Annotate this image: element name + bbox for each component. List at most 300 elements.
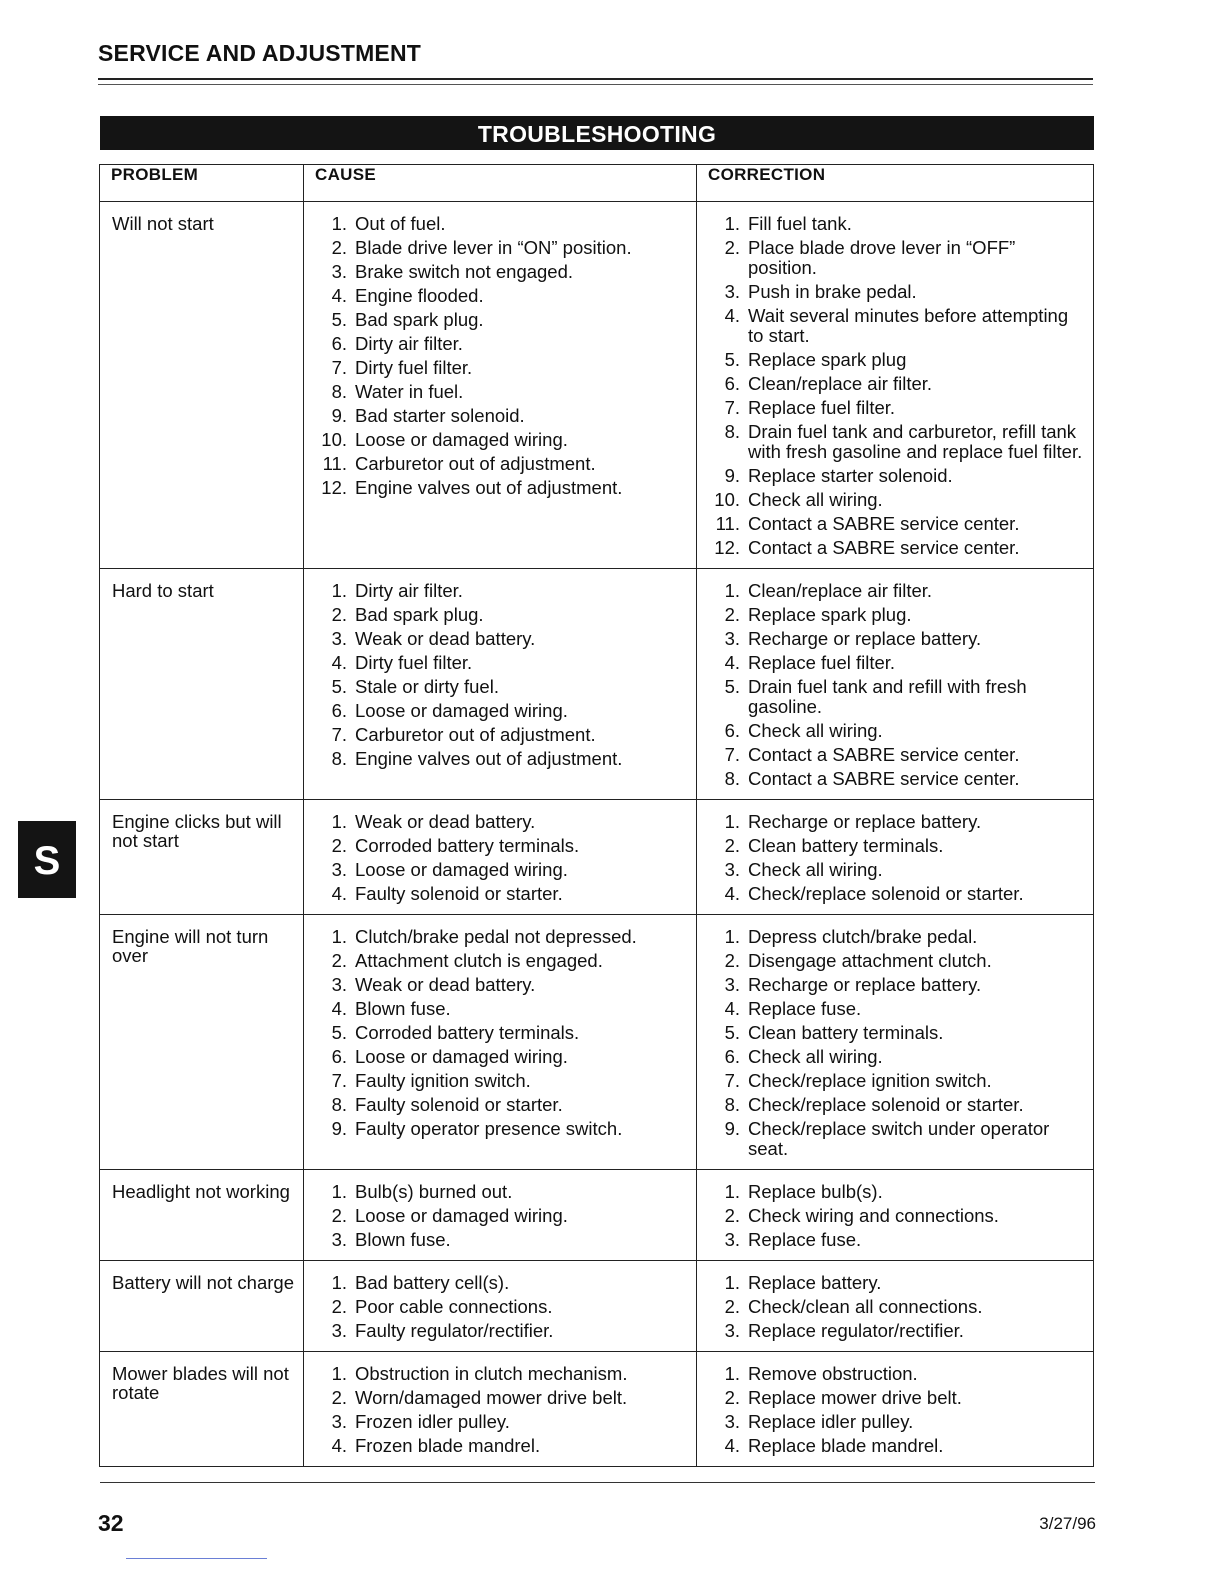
correction-cell (697, 202, 1094, 569)
list-item (316, 478, 690, 498)
item-number: 4. (331, 652, 347, 673)
item-text: Contact a SABRE service center. (748, 537, 1020, 558)
item-text: Replace fuse. (748, 1229, 862, 1250)
list-item (316, 653, 690, 673)
list-item (316, 1023, 690, 1043)
list-item (709, 1230, 1087, 1250)
item-number: 2. (724, 1296, 740, 1317)
list-item (316, 629, 690, 649)
item-number: 3. (724, 281, 740, 302)
item-text: Out of fuel. (355, 213, 446, 234)
cause-cell (304, 1261, 697, 1352)
list-item (709, 1436, 1087, 1456)
list-item (709, 1023, 1087, 1043)
item-number: 8. (724, 421, 740, 442)
item-text: Replace idler pulley. (748, 1411, 914, 1432)
list-item (709, 1321, 1087, 1341)
item-number: 10. (321, 429, 347, 450)
item-text: Engine valves out of adjustment. (355, 748, 623, 769)
item-number: 5. (331, 309, 347, 330)
item-number: 4. (331, 1435, 347, 1456)
list-item (316, 1321, 690, 1341)
item-text: Weak or dead battery. (355, 628, 536, 649)
item-number: 6. (724, 1046, 740, 1067)
item-text: Replace starter solenoid. (748, 465, 953, 486)
item-text: Faulty ignition switch. (355, 1070, 531, 1091)
item-number: 1. (724, 926, 740, 947)
page-date: 3/27/96 (1039, 1514, 1096, 1533)
item-text: Replace fuel filter. (748, 397, 896, 418)
correction-cell (697, 915, 1094, 1170)
item-number: 6. (724, 720, 740, 741)
item-number: 1. (331, 213, 347, 234)
item-number: 4. (724, 652, 740, 673)
item-number: 1. (724, 1181, 740, 1202)
item-number: 6. (331, 1046, 347, 1067)
correction-cell (697, 1170, 1094, 1261)
item-number: 1. (331, 811, 347, 832)
item-number: 3. (331, 628, 347, 649)
cause-list (316, 1182, 690, 1250)
header-rule (98, 78, 1093, 80)
item-text: Fill fuel tank. (748, 213, 852, 234)
item-number: 2. (331, 237, 347, 258)
list-item (709, 422, 1087, 462)
item-number: 10. (714, 489, 740, 510)
list-item (316, 812, 690, 832)
list-item (709, 1297, 1087, 1317)
item-text: Contact a SABRE service center. (748, 768, 1020, 789)
item-number: 5. (331, 676, 347, 697)
list-item (316, 1230, 690, 1250)
item-text: Water in fuel. (355, 381, 464, 402)
item-text: Dirty air filter. (355, 333, 463, 354)
item-number: 9. (724, 465, 740, 486)
item-number: 1. (724, 580, 740, 601)
item-text: Dirty air filter. (355, 580, 463, 601)
item-number: 5. (724, 349, 740, 370)
list-item (316, 975, 690, 995)
item-number: 2. (331, 1205, 347, 1226)
item-text: Replace blade mandrel. (748, 1435, 944, 1456)
item-number: 1. (331, 1272, 347, 1293)
list-item (709, 398, 1087, 418)
list-item (709, 836, 1087, 856)
list-item (709, 721, 1087, 741)
list-item (316, 1206, 690, 1226)
list-item (316, 860, 690, 880)
list-item (709, 1206, 1087, 1226)
item-number: 2. (331, 950, 347, 971)
cause-list (316, 581, 690, 769)
list-item (316, 884, 690, 904)
list-item (709, 306, 1087, 346)
correction-list (709, 581, 1087, 789)
item-number: 4. (724, 883, 740, 904)
list-item (709, 999, 1087, 1019)
item-number: 2. (331, 835, 347, 856)
item-number: 6. (331, 700, 347, 721)
item-number: 3. (331, 974, 347, 995)
item-text: Weak or dead battery. (355, 811, 536, 832)
list-item (709, 350, 1087, 370)
item-number: 4. (724, 998, 740, 1019)
item-number: 4. (331, 285, 347, 306)
correction-list (709, 927, 1087, 1159)
item-number: 9. (724, 1118, 740, 1139)
correction-list (709, 1273, 1087, 1341)
correction-cell (697, 800, 1094, 915)
list-item (316, 999, 690, 1019)
troubleshooting-table (99, 164, 1094, 1467)
item-text: Disengage attachment clutch. (748, 950, 992, 971)
problem-cell: Mower blades will not rotate (100, 1352, 304, 1467)
item-text: Faulty regulator/rectifier. (355, 1320, 554, 1341)
item-text: Poor cable connections. (355, 1296, 553, 1317)
list-item (316, 836, 690, 856)
item-text: Carburetor out of adjustment. (355, 453, 596, 474)
list-item (316, 214, 690, 234)
list-item (709, 466, 1087, 486)
list-item (709, 1412, 1087, 1432)
item-number: 8. (331, 748, 347, 769)
table-row (100, 1261, 1094, 1352)
list-item (709, 214, 1087, 234)
item-text: Recharge or replace battery. (748, 628, 982, 649)
item-text: Frozen idler pulley. (355, 1411, 510, 1432)
item-text: Check all wiring. (748, 1046, 883, 1067)
list-item (709, 1119, 1087, 1159)
item-text: Brake switch not engaged. (355, 261, 574, 282)
correction-cell (697, 1261, 1094, 1352)
item-number: 8. (331, 1094, 347, 1115)
item-number: 2. (331, 1387, 347, 1408)
correction-list (709, 214, 1087, 558)
item-text: Check/clean all connections. (748, 1296, 983, 1317)
item-text: Weak or dead battery. (355, 974, 536, 995)
item-number: 12. (321, 477, 347, 498)
table-row (100, 1352, 1094, 1467)
item-text: Replace bulb(s). (748, 1181, 883, 1202)
item-number: 3. (724, 974, 740, 995)
item-text: Wait several minutes before attempting to start. (748, 305, 1069, 346)
header-rule-thin (98, 84, 1093, 85)
item-number: 4. (331, 998, 347, 1019)
section-title: SERVICE AND ADJUSTMENT (98, 40, 422, 66)
item-number: 3. (724, 1320, 740, 1341)
item-number: 5. (724, 676, 740, 697)
cause-list (316, 927, 690, 1139)
list-item (709, 1388, 1087, 1408)
item-text: Loose or damaged wiring. (355, 859, 568, 880)
list-item (316, 1364, 690, 1384)
list-item (709, 490, 1087, 510)
correction-cell (697, 569, 1094, 800)
item-number: 4. (724, 305, 740, 326)
item-text: Engine flooded. (355, 285, 484, 306)
cause-list (316, 214, 690, 498)
item-number: 7. (331, 1070, 347, 1091)
item-text: Obstruction in clutch mechanism. (355, 1363, 628, 1384)
item-number: 8. (331, 381, 347, 402)
problem-cell: Hard to start (100, 569, 304, 800)
column-header-correction: CORRECTION (697, 165, 1094, 202)
list-item (316, 1297, 690, 1317)
item-number: 11. (715, 513, 740, 534)
item-text: Stale or dirty fuel. (355, 676, 499, 697)
table-row (100, 1170, 1094, 1261)
item-text: Drain fuel tank and carburetor, refill tank with fresh gasoline and replace fuel filter. (748, 421, 1083, 462)
item-text: Faulty operator presence switch. (355, 1118, 623, 1139)
list-item (316, 406, 690, 426)
list-item (709, 282, 1087, 302)
list-item (316, 1047, 690, 1067)
item-text: Replace regulator/rectifier. (748, 1320, 964, 1341)
item-text: Loose or damaged wiring. (355, 700, 568, 721)
item-text: Replace fuel filter. (748, 652, 896, 673)
item-text: Remove obstruction. (748, 1363, 918, 1384)
table-row (100, 569, 1094, 800)
item-text: Replace fuse. (748, 998, 862, 1019)
list-item (316, 749, 690, 769)
list-item (316, 382, 690, 402)
item-number: 1. (331, 926, 347, 947)
list-item (316, 430, 690, 450)
item-text: Clean/replace air filter. (748, 580, 933, 601)
item-number: 8. (724, 768, 740, 789)
list-item (316, 334, 690, 354)
item-number: 12. (714, 537, 740, 558)
list-item (709, 927, 1087, 947)
list-item (316, 605, 690, 625)
cause-cell (304, 569, 697, 800)
list-item (709, 677, 1087, 717)
list-item (316, 286, 690, 306)
item-number: 2. (331, 1296, 347, 1317)
item-number: 7. (724, 1070, 740, 1091)
list-item (709, 374, 1087, 394)
item-text: Faulty solenoid or starter. (355, 1094, 563, 1115)
item-text: Corroded battery terminals. (355, 835, 580, 856)
list-item (709, 629, 1087, 649)
item-number: 6. (331, 333, 347, 354)
item-text: Dirty fuel filter. (355, 652, 473, 673)
list-item (316, 725, 690, 745)
cause-cell (304, 800, 697, 915)
column-header-cause: CAUSE (304, 165, 697, 202)
cause-list (316, 1273, 690, 1341)
item-number: 5. (724, 1022, 740, 1043)
list-item (316, 951, 690, 971)
item-number: 3. (724, 859, 740, 880)
list-item (316, 1071, 690, 1091)
item-number: 4. (331, 883, 347, 904)
table-header-row (100, 165, 1094, 202)
list-item (316, 238, 690, 258)
correction-cell (697, 1352, 1094, 1467)
item-text: Dirty fuel filter. (355, 357, 473, 378)
cause-cell (304, 1170, 697, 1261)
item-number: 1. (331, 1181, 347, 1202)
item-text: Push in brake pedal. (748, 281, 917, 302)
list-item (709, 238, 1087, 278)
item-text: Check wiring and connections. (748, 1205, 999, 1226)
item-number: 7. (724, 397, 740, 418)
item-text: Engine valves out of adjustment. (355, 477, 623, 498)
list-item (709, 1273, 1087, 1293)
troubleshooting-banner: TROUBLESHOOTING (100, 116, 1094, 150)
list-item (316, 701, 690, 721)
list-item (709, 812, 1087, 832)
table-row (100, 915, 1094, 1170)
item-number: 2. (724, 604, 740, 625)
item-number: 2. (331, 604, 347, 625)
item-number: 7. (724, 744, 740, 765)
list-item (316, 454, 690, 474)
list-item (316, 1119, 690, 1139)
cause-cell (304, 915, 697, 1170)
item-number: 3. (331, 1411, 347, 1432)
item-text: Bad battery cell(s). (355, 1272, 510, 1293)
list-item (316, 677, 690, 697)
problem-cell: Headlight not working (100, 1170, 304, 1261)
item-text: Faulty solenoid or starter. (355, 883, 563, 904)
item-text: Bulb(s) burned out. (355, 1181, 513, 1202)
item-text: Contact a SABRE service center. (748, 744, 1020, 765)
problem-cell: Will not start (100, 202, 304, 569)
list-item (316, 1095, 690, 1115)
item-number: 1. (724, 1363, 740, 1384)
item-number: 6. (724, 373, 740, 394)
footer-rule (100, 1482, 1095, 1483)
list-item (709, 1182, 1087, 1202)
column-header-problem: PROBLEM (100, 165, 304, 202)
list-item (709, 884, 1087, 904)
item-text: Check/replace ignition switch. (748, 1070, 992, 1091)
problem-cell: Engine will not turn over (100, 915, 304, 1170)
item-number: 3. (331, 261, 347, 282)
list-item (316, 1182, 690, 1202)
item-text: Carburetor out of adjustment. (355, 724, 596, 745)
item-number: 1. (331, 1363, 347, 1384)
item-text: Clutch/brake pedal not depressed. (355, 926, 637, 947)
item-number: 3. (331, 1320, 347, 1341)
list-item (709, 1047, 1087, 1067)
problem-cell: Engine clicks but will not start (100, 800, 304, 915)
item-text: Check all wiring. (748, 489, 883, 510)
list-item (316, 927, 690, 947)
item-text: Check all wiring. (748, 859, 883, 880)
list-item (709, 581, 1087, 601)
item-number: 1. (331, 580, 347, 601)
cause-list (316, 1364, 690, 1456)
table-row (100, 202, 1094, 569)
list-item (316, 1273, 690, 1293)
list-item (709, 951, 1087, 971)
item-number: 7. (331, 357, 347, 378)
item-text: Loose or damaged wiring. (355, 429, 568, 450)
item-text: Bad starter solenoid. (355, 405, 525, 426)
list-item (709, 860, 1087, 880)
item-text: Replace spark plug. (748, 604, 912, 625)
item-number: 7. (331, 724, 347, 745)
list-item (316, 262, 690, 282)
list-item (316, 1388, 690, 1408)
list-item (709, 514, 1087, 534)
cause-list (316, 812, 690, 904)
cause-cell (304, 1352, 697, 1467)
item-number: 5. (331, 1022, 347, 1043)
list-item (316, 310, 690, 330)
cause-cell (304, 202, 697, 569)
list-item (709, 653, 1087, 673)
list-item (709, 745, 1087, 765)
item-text: Frozen blade mandrel. (355, 1435, 541, 1456)
item-text: Bad spark plug. (355, 604, 484, 625)
list-item (709, 538, 1087, 558)
item-text: Check/replace solenoid or starter. (748, 1094, 1024, 1115)
item-text: Attachment clutch is engaged. (355, 950, 603, 971)
list-item (709, 1095, 1087, 1115)
link-underline (126, 1558, 267, 1559)
item-text: Worn/damaged mower drive belt. (355, 1387, 628, 1408)
item-text: Loose or damaged wiring. (355, 1046, 568, 1067)
item-number: 2. (724, 950, 740, 971)
section-tab-s: S (18, 821, 76, 898)
item-text: Recharge or replace battery. (748, 811, 982, 832)
item-text: Check/replace switch under operator seat. (748, 1118, 1050, 1159)
item-text: Depress clutch/brake pedal. (748, 926, 978, 947)
item-text: Clean battery terminals. (748, 835, 944, 856)
item-text: Corroded battery terminals. (355, 1022, 580, 1043)
item-number: 3. (724, 628, 740, 649)
correction-list (709, 1182, 1087, 1250)
item-number: 8. (724, 1094, 740, 1115)
item-number: 2. (724, 1205, 740, 1226)
item-number: 2. (724, 835, 740, 856)
item-number: 3. (331, 1229, 347, 1250)
item-number: 1. (724, 213, 740, 234)
list-item (316, 358, 690, 378)
item-number: 3. (724, 1229, 740, 1250)
item-number: 11. (322, 453, 347, 474)
list-item (709, 1071, 1087, 1091)
item-text: Place blade drove lever in “OFF” position. (748, 237, 1016, 278)
list-item (316, 581, 690, 601)
correction-list (709, 812, 1087, 904)
list-item (709, 975, 1087, 995)
item-number: 1. (724, 1272, 740, 1293)
item-text: Recharge or replace battery. (748, 974, 982, 995)
item-number: 3. (724, 1411, 740, 1432)
table-row (100, 800, 1094, 915)
item-text: Check all wiring. (748, 720, 883, 741)
item-text: Contact a SABRE service center. (748, 513, 1020, 534)
item-text: Clean/replace air filter. (748, 373, 933, 394)
list-item (316, 1412, 690, 1432)
item-number: 9. (331, 405, 347, 426)
item-text: Replace battery. (748, 1272, 882, 1293)
page-number: 32 (98, 1510, 124, 1536)
list-item (709, 1364, 1087, 1384)
item-text: Check/replace solenoid or starter. (748, 883, 1024, 904)
list-item (709, 605, 1087, 625)
item-text: Bad spark plug. (355, 309, 484, 330)
item-number: 2. (724, 1387, 740, 1408)
item-text: Clean battery terminals. (748, 1022, 944, 1043)
list-item (316, 1436, 690, 1456)
item-text: Drain fuel tank and refill with fresh gasoline. (748, 676, 1027, 717)
